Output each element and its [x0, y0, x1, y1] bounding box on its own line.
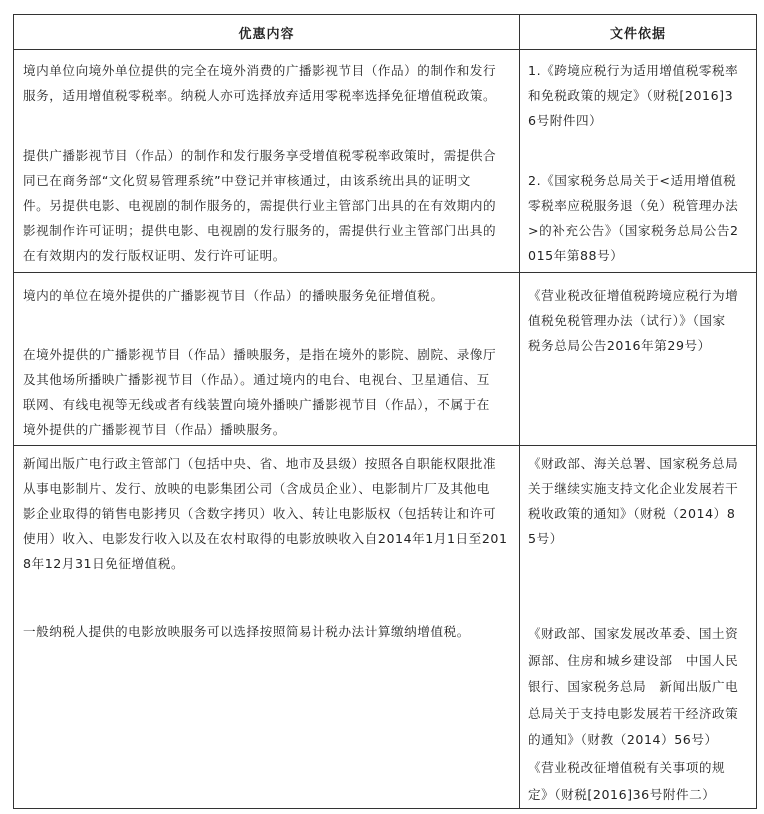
text-line: 一般纳税人提供的电影放映服务可以选择按照简易计税办法计算缴纳增值税。 — [23, 624, 470, 639]
text-line: 同已在商务部“文化贸易管理系统”中登记并审核通过，由该系统出具的证明文 — [23, 173, 471, 188]
text-line: 零税率应税服务退（免）税管理办法 — [528, 198, 739, 213]
basis-cell — [520, 50, 757, 273]
text-line: 影视制作许可证明；提供电影、电视剧的发行服务的，需提供行业主管部门出具的 — [23, 223, 497, 238]
text-line: 境内的单位在境外提供的广播影视节目（作品）的播映服务免征增值税。 — [23, 288, 444, 303]
text-line: 在境外提供的广播影视节目（作品）播映服务，是指在境外的影院、剧院、录像厅 — [23, 347, 497, 362]
text-line: 银行、国家税务总局 新闻出版广电 — [528, 679, 739, 694]
text-line: 2.《国家税务总局关于<适用增值税 — [528, 173, 737, 188]
text-line: 《财政部、国家发展改革委、国土资 — [528, 626, 739, 641]
text-line: 值税免税管理办法（试行）》（国家 — [528, 313, 726, 328]
text-line: 使用）收入、电影发行收入以及在农村取得的电影放映收入自2014年1月1日至201 — [23, 531, 508, 546]
paragraph — [528, 283, 756, 358]
text-line: 服务，适用增值税零税率。纳税人亦可选择放弃适用零税率选择免征增值税政策。 — [23, 88, 497, 103]
text-line: 定》（财税[2016]36号附件二） — [528, 786, 716, 802]
text-line: 1.《跨境应税行为适用增值税零税率 — [528, 63, 739, 78]
table-row — [14, 50, 757, 273]
table-row — [14, 446, 757, 809]
policy-table — [13, 14, 757, 809]
text-line: 5号） — [528, 531, 563, 546]
paragraph — [528, 754, 756, 808]
text-line: 及其他场所播映广播影视节目（作品）。通过境内的电台、电视台、卫星通信、互 — [23, 372, 490, 387]
content-cell — [14, 273, 520, 446]
paragraph — [23, 342, 519, 442]
text-line: 和免税政策的规定》（财税[2016]3 — [528, 88, 734, 103]
text-line: 从事电影制片、发行、放映的电影集团公司（含成员企业）、电影制片厂及其他电 — [23, 481, 490, 496]
text-line: 《营业税改征增值税有关事项的规 — [528, 759, 726, 775]
header-content: 优惠内容 — [14, 15, 520, 50]
paragraph — [23, 283, 519, 308]
text-line: 新闻出版广电行政主管部门（包括中央、省、地市及县级）按照各自职能权限批准 — [23, 456, 497, 471]
text-line: 影企业取得的销售电影拷贝（含数字拷贝）收入、转让电影版权（包括转让和许可 — [23, 506, 497, 521]
text-line: 《营业税改征增值税跨境应税行为增 — [528, 288, 739, 303]
paragraph — [23, 619, 519, 644]
text-line: 源部、住房和城乡建设部 中国人民 — [528, 652, 739, 668]
text-line: 6号附件四） — [528, 113, 603, 128]
table-row — [14, 273, 757, 446]
table-header-row — [14, 15, 757, 50]
paragraph — [23, 58, 519, 108]
text-line: 境外提供的广播影视节目（作品）播映服务。 — [23, 422, 286, 437]
text-line: >的补充公告》（国家税务总局公告2 — [528, 223, 739, 238]
paragraph — [23, 143, 519, 268]
text-line: 境内单位向境外单位提供的完全在境外消费的广播影视节目（作品）的制作和发行 — [23, 63, 497, 78]
header-basis: 文件依据 — [520, 15, 757, 50]
text-line: 总局关于支持电影发展若干经济政策 — [528, 705, 739, 721]
text-line: 关于继续实施支持文化企业发展若干 — [528, 481, 739, 496]
content-cell — [14, 446, 520, 809]
text-line: 税务总局公告2016年第29号） — [528, 338, 711, 353]
basis-cell — [520, 446, 757, 809]
basis-cell — [520, 273, 757, 446]
text-line: 提供广播影视节目（作品）的制作和发行服务享受增值税零税率政策时，需提供合 — [23, 148, 497, 163]
text-line: 联网、有线电视等无线或者有线装置向境外播映广播影视节目（作品），不属于在 — [23, 397, 490, 412]
text-line: 件。另提供电影、电视剧的制作服务的，需提供行业主管部门出具的在有效期内的 — [23, 198, 497, 213]
text-line: 015年第88号） — [528, 248, 624, 263]
paragraph — [528, 451, 756, 551]
text-line: 在有效期内的发行版权证明、发行许可证明。 — [23, 248, 286, 263]
paragraph — [23, 451, 519, 576]
text-line: 的通知》（财教（2014）56号） — [528, 732, 718, 747]
text-line: 《财政部、海关总署、国家税务总局 — [528, 456, 739, 471]
text-line: 8年12月31日免征增值税。 — [23, 556, 185, 571]
paragraph — [528, 168, 756, 268]
text-line: 税收政策的通知》（财税（2014）8 — [528, 506, 736, 521]
paragraph — [528, 58, 756, 133]
paragraph — [528, 621, 756, 754]
content-cell — [14, 50, 520, 273]
